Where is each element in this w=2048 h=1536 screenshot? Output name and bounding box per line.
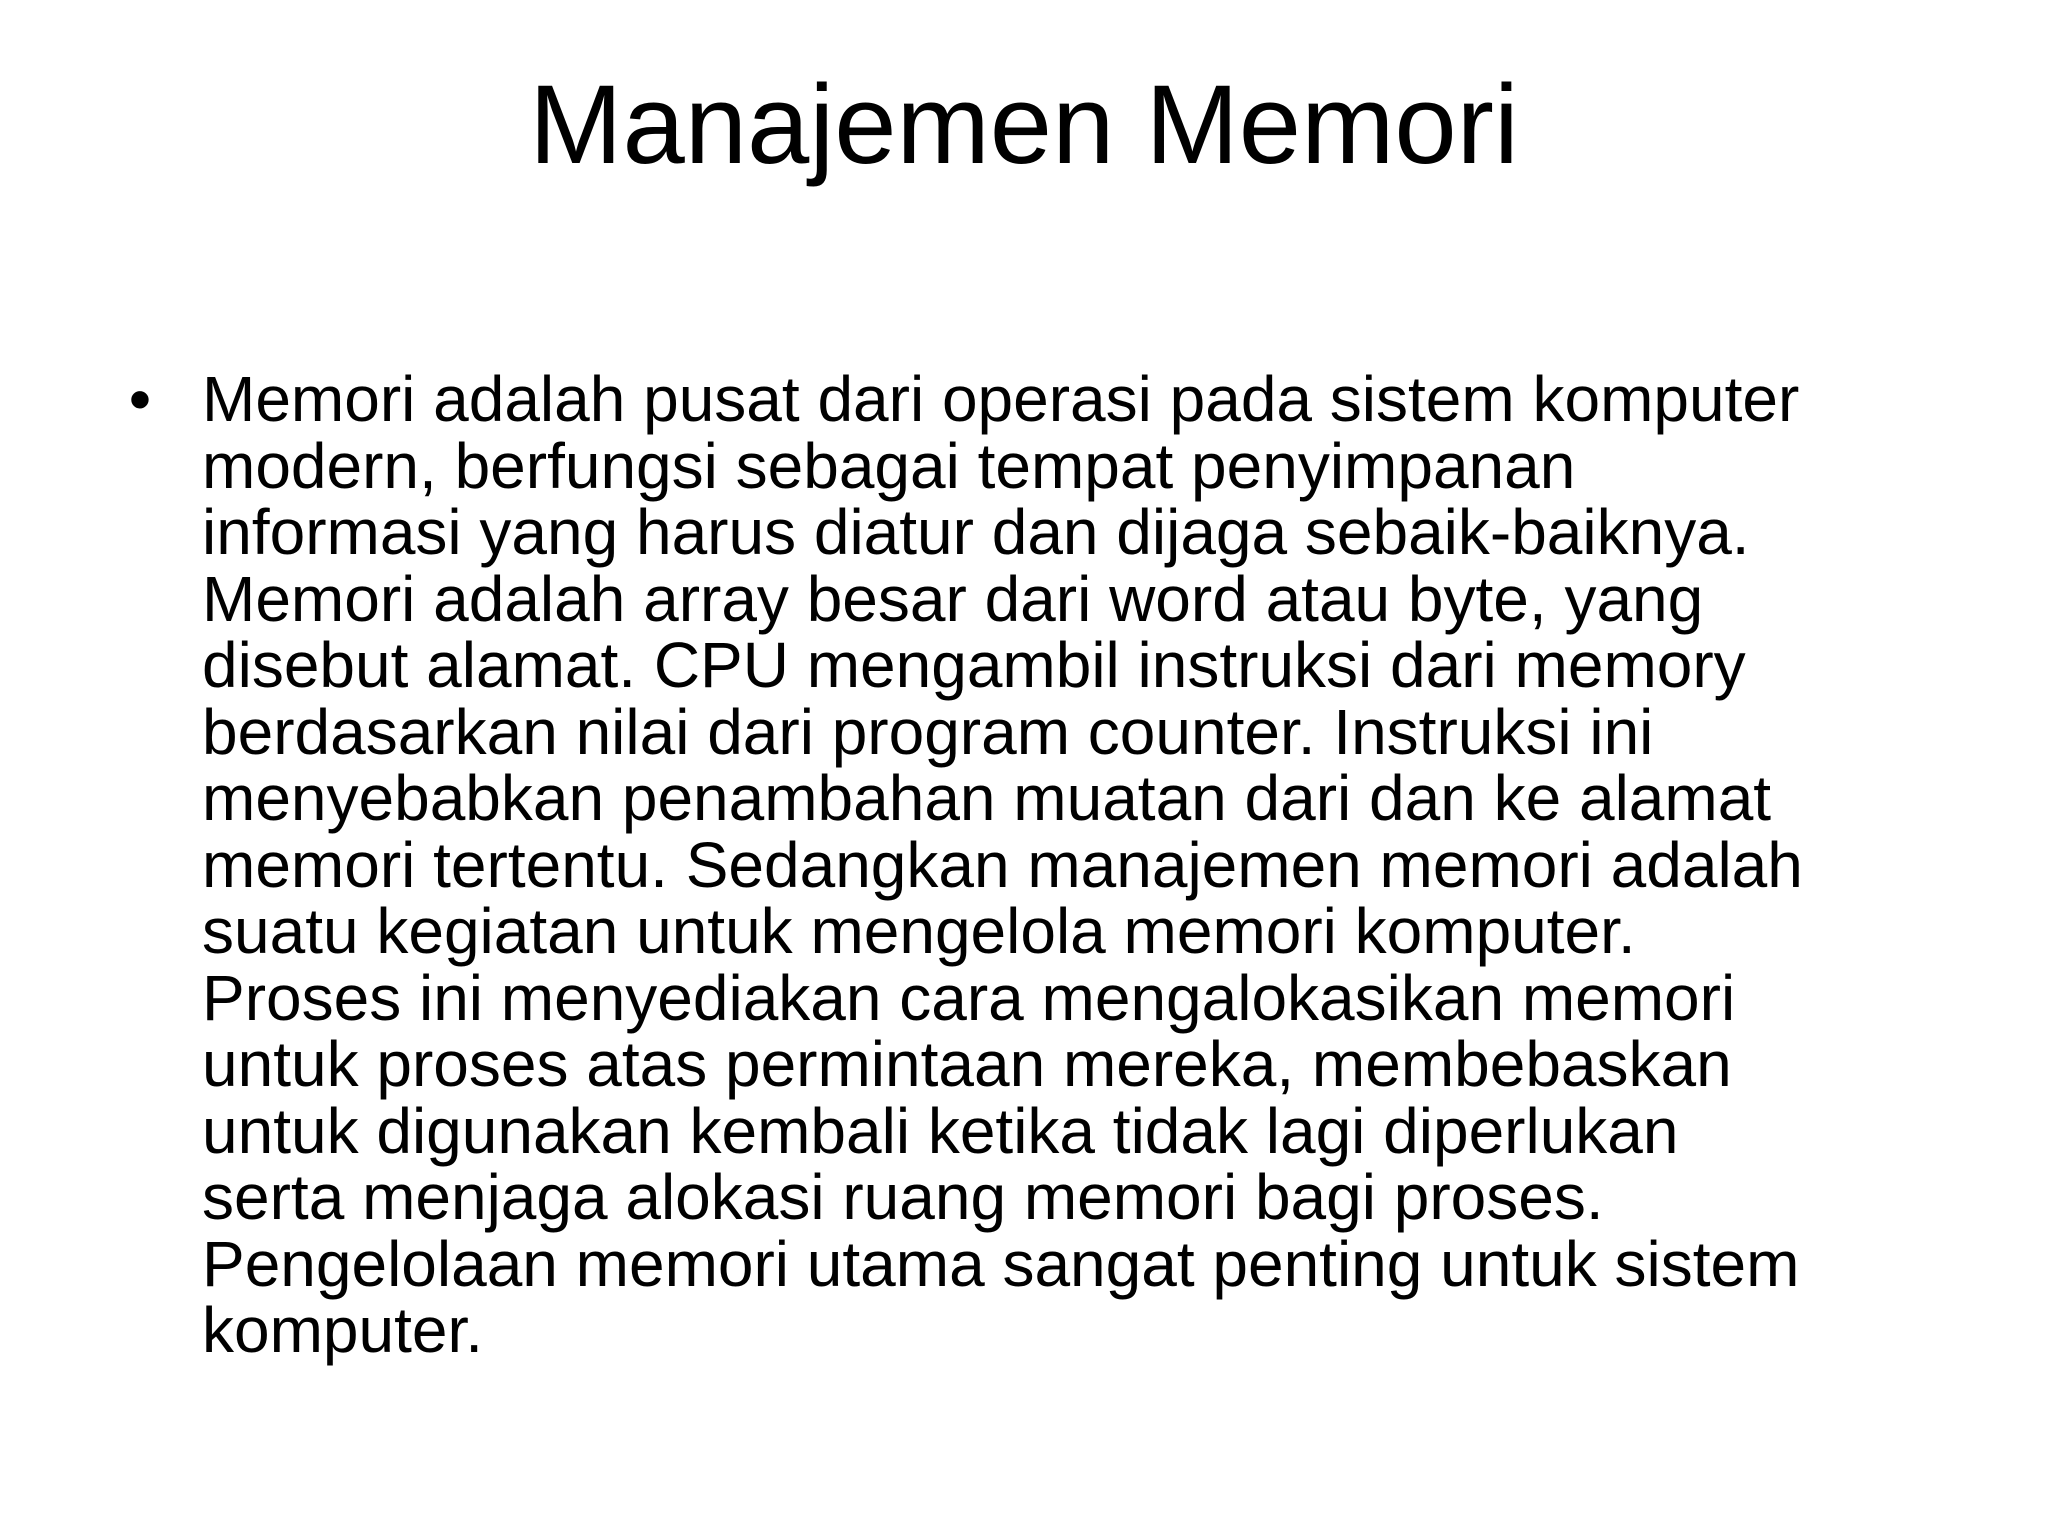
bullet-text-line: menyebabkan penambahan muatan dari dan ke alamat (202, 762, 1772, 834)
bullet-list (120, 363, 1940, 1366)
bullet-text-line: untuk digunakan kembali ketika tidak lagi diperlukan (202, 1094, 1679, 1167)
bullet-text-line: disebut alamat. CPU mengambil instruksi dari memory (202, 629, 1746, 701)
bullet-marker: • (128, 363, 152, 435)
bullet-text-line: Proses ini menyediakan cara mengalokasikan memori (202, 961, 1736, 1034)
bullet-text-line: Pengelolaan memori utama sangat penting untuk sistem (202, 1227, 1800, 1300)
bullet-text-line: modern, berfungsi sebagai tempat penyimpanan (202, 429, 1576, 502)
bullet-text-line: Memori adalah array besar dari word atau byte, yang (202, 562, 1704, 635)
bullet-text-line: Memori adalah pusat dari operasi pada sistem komputer (202, 363, 1800, 435)
slide-title: Manajemen Memori (529, 62, 1519, 187)
bullet-text-line: suatu kegiatan untuk mengelola memori komputer. (202, 895, 1636, 967)
bullet-text-line: komputer. (202, 1294, 484, 1366)
bullet-text-line: serta menjaga alokasi ruang memori bagi proses. (202, 1161, 1604, 1233)
bullet-text-line: berdasarkan nilai dari program counter. Instruksi ini (202, 695, 1654, 768)
bullet-text-line: untuk proses atas permintaan mereka, membebaskan (202, 1028, 1732, 1100)
bullet-item (120, 363, 1940, 1366)
bullet-text-line: memori tertentu. Sedangkan manajemen memori adalah (202, 828, 1803, 901)
bullet-text-line: informasi yang harus diatur dan dijaga sebaik-baiknya. (202, 496, 1750, 568)
